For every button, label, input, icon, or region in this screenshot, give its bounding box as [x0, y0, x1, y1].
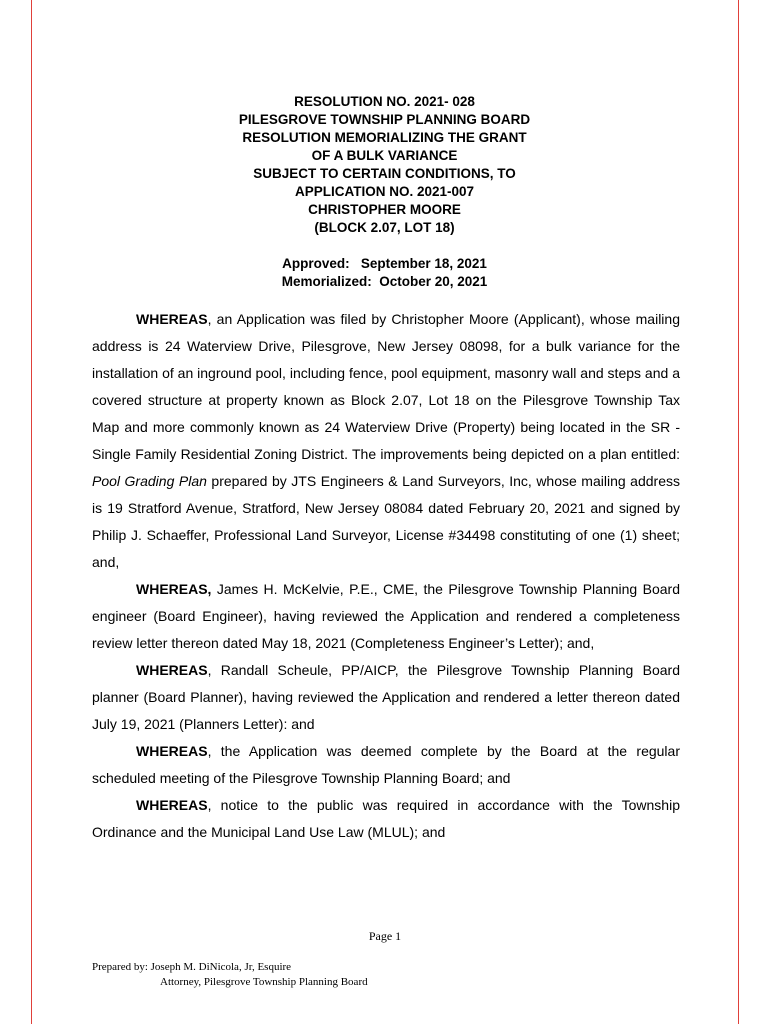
page-number: Page 1 — [368, 929, 402, 943]
memorialized-date: Memorialized: October 20, 2021 — [281, 274, 488, 289]
page-border-left — [31, 0, 32, 1024]
heading-line-applicant: CHRISTOPHER MOORE — [308, 202, 461, 217]
whereas-lead: WHEREAS — [136, 311, 208, 327]
heading-line-application: APPLICATION NO. 2021-007 — [294, 184, 475, 199]
page-border-right — [738, 0, 739, 1024]
resolution-heading — [92, 93, 677, 237]
heading-line-memorializing: RESOLUTION MEMORIALIZING THE GRANT — [242, 130, 527, 145]
heading-line-board: PILESGROVE TOWNSHIP PLANNING BOARD — [238, 112, 531, 127]
paragraph-text: James H. McKelvie, P.E., CME, the Pilesgrove Township Planning Board engineer (Board Engineer), having reviewed the Application and rendered a completeness review letter thereon dated May 18, 2021 (Completeness Engineer’s Letter); and, — [92, 581, 680, 651]
footer-line-preparer: Prepared by: Joseph M. DiNicola, Jr, Esquire — [92, 961, 292, 973]
heading-line-conditions: SUBJECT TO CERTAIN CONDITIONS, TO — [253, 166, 516, 181]
heading-line-block-lot: (BLOCK 2.07, LOT 18) — [314, 220, 455, 235]
heading-line-resolution-number: RESOLUTION NO. 2021- 028 — [294, 94, 475, 109]
paragraph-text: prepared by JTS Engineers & Land Surveyors, Inc, whose mailing address is 19 Stratford Avenue, Stratford, New Jersey 08084 dated February 20, 2021 and signed by Philip J. Schaeffer, Professional Land Surveyor, License #34498 constituting of one (1) sheet; and, — [92, 473, 680, 570]
footer-prepared-by — [92, 960, 368, 990]
paragraph-text: , an Application was filed by Christopher Moore (Applicant), whose mailing address is 24 Waterview Drive, Pilesgrove, New Jersey 08098, for a bulk variance for the installation of an inground pool, including fence, pool equipment, masonry wall and steps and a covered structure at property known as Block 2.07, Lot 18 on the Pilesgrove Township Tax Map and more commonly known as 24 Waterview Drive (Property) being located in the SR - Single Family Residential Zoning District. The improvements being depicted on a plan entitled: — [92, 311, 680, 462]
footer-line-attorney: Attorney, Pilesgrove Township Planning Board — [160, 976, 368, 988]
whereas-lead: WHEREAS — [136, 743, 208, 759]
whereas-paragraph-4 — [92, 738, 680, 792]
whereas-paragraph-2 — [92, 576, 680, 657]
whereas-lead: WHEREAS — [136, 662, 208, 678]
resolution-dates — [92, 255, 677, 291]
paragraph-text: , the Application was deemed complete by the Board at the regular scheduled meeting of the Pilesgrove Township Planning Board; and — [92, 743, 680, 786]
resolution-body — [92, 306, 680, 846]
plan-title: Pool Grading Plan — [92, 473, 207, 489]
paragraph-text: , Randall Scheule, PP/AICP, the Pilesgrove Township Planning Board planner (Board Planner), having reviewed the Application and rendered a letter thereon dated July 19, 2021 (Planners Letter): and — [92, 662, 680, 732]
heading-line-variance: OF A BULK VARIANCE — [311, 148, 458, 163]
approved-date: Approved: September 18, 2021 — [282, 256, 487, 271]
whereas-lead: WHEREAS, — [136, 581, 212, 597]
whereas-paragraph-5 — [92, 792, 680, 846]
whereas-lead: WHEREAS — [136, 797, 208, 813]
whereas-paragraph-3 — [92, 657, 680, 738]
whereas-paragraph-1 — [92, 306, 680, 576]
paragraph-text: , notice to the public was required in accordance with the Township Ordinance and the Municipal Land Use Law (MLUL); and — [92, 797, 680, 840]
